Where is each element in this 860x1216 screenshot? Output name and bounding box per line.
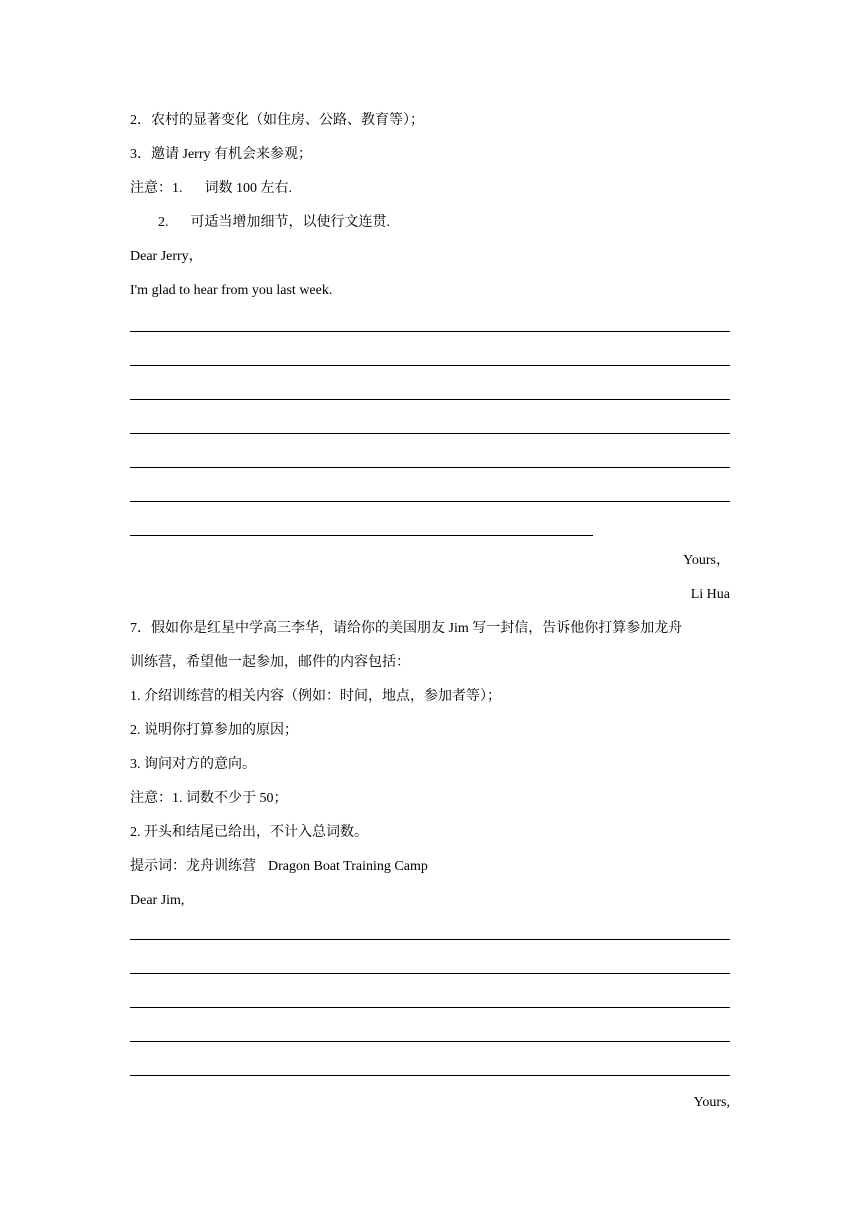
task6-note-1-text: 词数 100 左右. xyxy=(204,181,292,196)
task6-note-label: 注意：1. xyxy=(130,181,183,196)
task6-note-1 xyxy=(130,179,292,199)
answer-line xyxy=(130,939,730,940)
task6-item-2: 2．农村的显著变化（如住房、公路、教育等）； xyxy=(130,113,424,128)
task7-salutation: Dear Jim, xyxy=(130,893,185,908)
task7-hint xyxy=(130,857,428,877)
answer-line xyxy=(130,1041,730,1042)
answer-line xyxy=(130,433,730,434)
task7-closing: Yours, xyxy=(693,1095,730,1110)
task7-item-2: 2. 说明你打算参加的原因； xyxy=(130,723,298,738)
task7-item-3: 3. 询问对方的意向。 xyxy=(130,757,256,772)
answer-line xyxy=(130,535,593,536)
task6-signature: Li Hua xyxy=(690,587,730,602)
answer-line xyxy=(130,331,730,332)
task7-note-2: 2. 开头和结尾已给出，不计入总词数。 xyxy=(130,825,368,840)
answer-line xyxy=(130,1075,730,1076)
task6-opening: I'm glad to hear from you last week. xyxy=(130,283,333,298)
task7-note-1: 注意：1. 词数不少于 50； xyxy=(130,791,288,806)
answer-line xyxy=(130,399,730,400)
task7-hint-label: 提示词：龙舟训练营 xyxy=(130,859,256,874)
task6-closing: Yours， xyxy=(683,553,730,568)
answer-line xyxy=(130,365,730,366)
task7-item-1: 1. 介绍训练营的相关内容（例如：时间，地点，参加者等）； xyxy=(130,689,501,704)
answer-line xyxy=(130,501,730,502)
task6-item-3: 3．邀请 Jerry 有机会来参观； xyxy=(130,147,312,162)
task6-note-2-text: 可适当增加细节，以使行文连贯. xyxy=(190,215,390,230)
answer-line xyxy=(130,1007,730,1008)
task7-prompt-line-2: 训练营，希望他一起参加，邮件的内容包括： xyxy=(130,655,410,670)
task6-note-2 xyxy=(158,213,390,233)
task7-hint-term: Dragon Boat Training Camp xyxy=(268,859,428,874)
task6-salutation: Dear Jerry， xyxy=(130,249,203,264)
answer-line xyxy=(130,467,730,468)
task7-prompt-line-1: 7．假如你是红星中学高三李华，请给你的美国朋友 Jim 写一封信，告诉他你打算参加龙舟 xyxy=(130,621,683,636)
task6-note-2-num: 2. xyxy=(158,215,169,230)
answer-line xyxy=(130,973,730,974)
